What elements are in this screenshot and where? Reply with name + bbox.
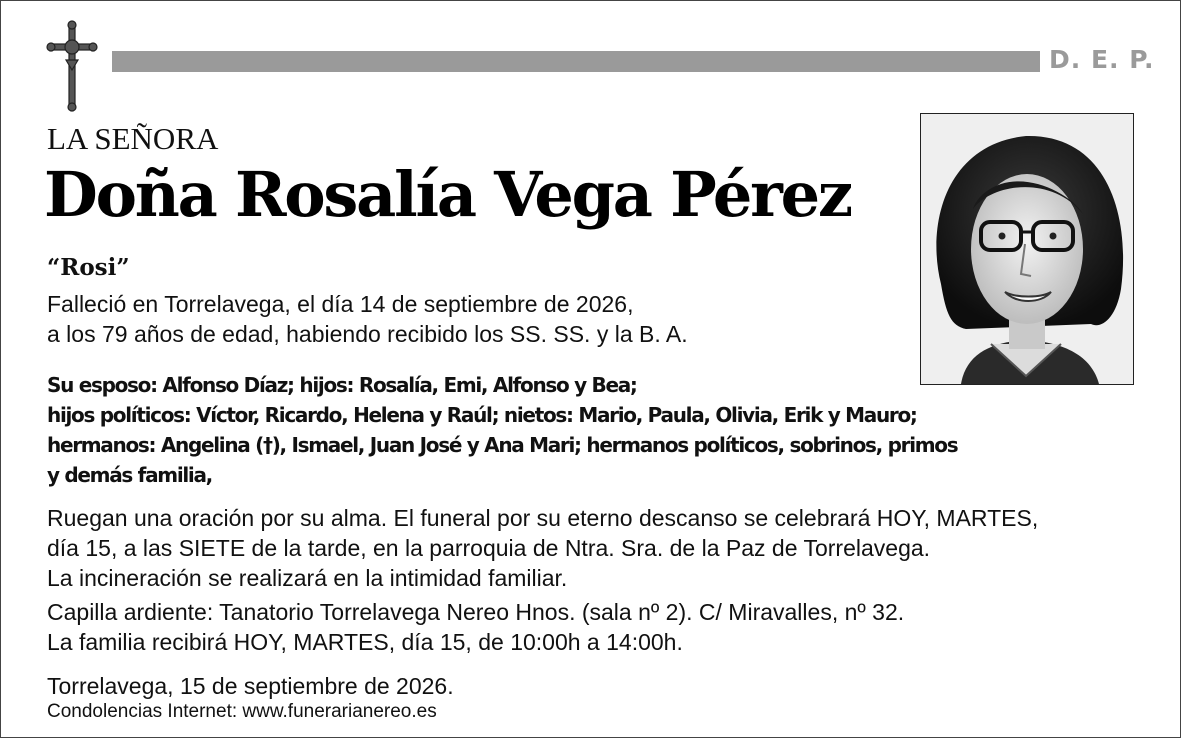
deceased-name: Doña Rosalía Vega Pérez bbox=[44, 158, 851, 231]
family-line: Su esposo: Alfonso Díaz; hijos: Rosalía, Emi, Alfonso y Bea; bbox=[47, 373, 637, 397]
funeral-info bbox=[47, 503, 1038, 593]
death-notice-line: Falleció en Torrelavega, el día 14 de septiembre de 2026, bbox=[47, 291, 634, 317]
family-line: hijos políticos: Víctor, Ricardo, Helena y Raúl; nietos: Mario, Paula, Olivia, Erik y Mauro; bbox=[47, 403, 917, 427]
death-notice-line: a los 79 años de edad, habiendo recibido los SS. SS. y la B. A. bbox=[47, 321, 688, 347]
family-line: y demás familia, bbox=[47, 463, 212, 487]
portrait-photo bbox=[920, 113, 1134, 385]
cross-icon bbox=[46, 20, 98, 112]
family-line: hermanos: Angelina (†), Ismael, Juan José y Ana Mari; hermanos políticos, sobrinos, primos bbox=[47, 433, 958, 457]
header-rule bbox=[112, 51, 1040, 72]
funeral-line: día 15, a las SIETE de la tarde, en la parroquia de Ntra. Sra. de la Paz de Torrelavega. bbox=[47, 535, 931, 561]
nickname: “Rosi” bbox=[47, 254, 130, 281]
funeral-line: La incineración se realizará en la intimidad familiar. bbox=[47, 565, 568, 591]
place-date: Torrelavega, 15 de septiembre de 2026. bbox=[47, 673, 454, 699]
funeral-line: Ruegan una oración por su alma. El funeral por su eterno descanso se celebrará HOY, MARTES, bbox=[47, 505, 1039, 531]
death-notice bbox=[47, 289, 688, 349]
chapel-line: Capilla ardiente: Tanatorio Torrelavega Nereo Hnos. (sala nº 2). C/ Miravalles, nº 32. bbox=[47, 599, 905, 625]
chapel-line: La familia recibirá HOY, MARTES, día 15, de 10:00h a 14:00h. bbox=[47, 629, 683, 655]
title-la-senora: LA SEÑORA bbox=[47, 121, 219, 156]
dep-label: D. E. P. bbox=[1049, 45, 1155, 74]
condolences-line: Condolencias Internet: www.funerarianereo.es bbox=[47, 701, 437, 722]
family-list bbox=[47, 370, 957, 490]
chapel-info bbox=[47, 597, 904, 657]
